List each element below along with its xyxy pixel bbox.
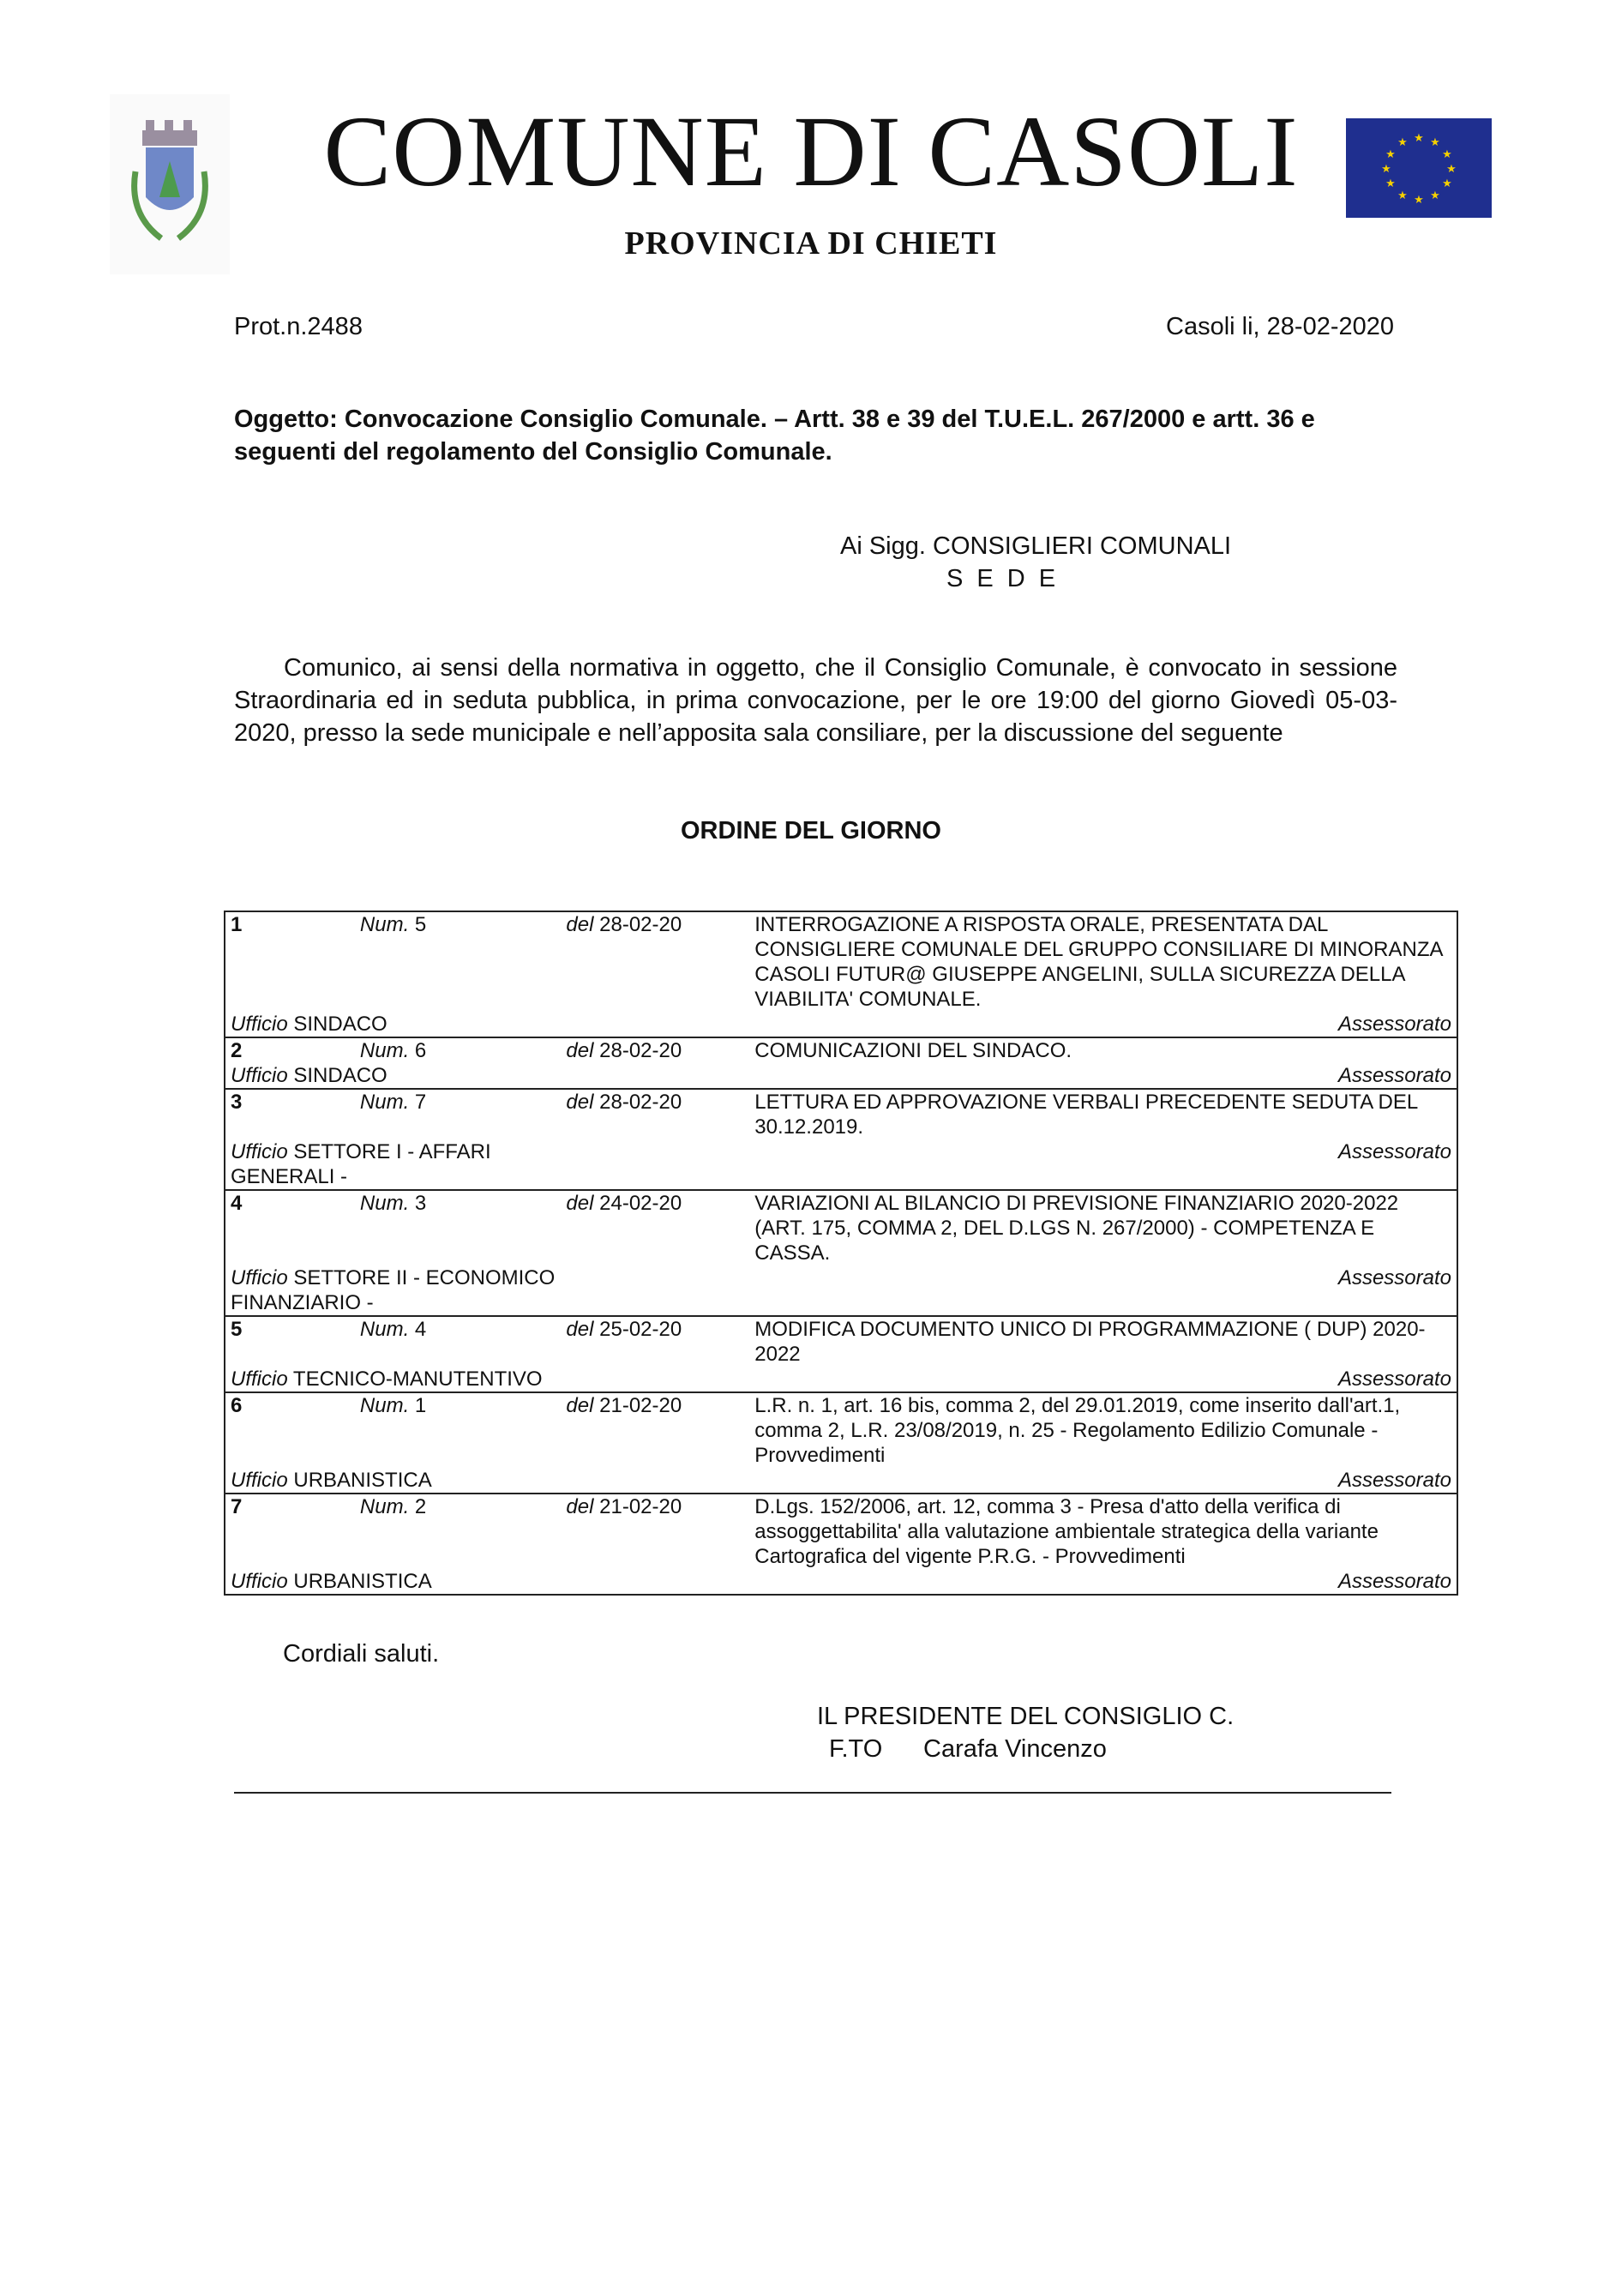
closing-greeting: Cordiali saluti. [283, 1640, 440, 1668]
agenda-office [225, 1265, 561, 1316]
agenda-office [225, 1063, 561, 1089]
del-label: del [566, 1192, 594, 1215]
agenda-subject: INTERROGAZIONE A RISPOSTA ORALE, PRESENTATA DAL CONSIGLIERE COMUNALE DEL GRUPPO CONSILIARE DI MINORANZA CASOLI FUTUR@ GIUSEPPE ANGELINI, SULLA SICUREZZA DELLA VIABILITA' COMUNALE. [754, 913, 1443, 1011]
del-label: del [566, 1039, 594, 1062]
body-paragraph: Comunico, ai sensi della normativa in oggetto, che il Consiglio Comunale, è convocato in sessione Straordinaria ed in seduta pubblica, in prima convocazione, per le ore 19:00 del giorno Giovedì 05-03-2020, presso la sede municipale e nell’apposita sala consiliare, per la discussione del seguente [234, 654, 1397, 747]
signer-name: Carafa Vincenzo [923, 1735, 1107, 1763]
agenda-office-row [225, 1063, 1457, 1089]
svg-text:★: ★ [1385, 148, 1396, 161]
agenda-subject: COMUNICAZIONI DEL SINDACO. [754, 1039, 1072, 1062]
svg-text:★: ★ [1430, 189, 1440, 202]
agenda-num [355, 1037, 562, 1063]
svg-text:★: ★ [1414, 194, 1424, 207]
agenda-row [225, 1392, 1457, 1468]
office-value: SETTORE I - AFFARI GENERALI - [231, 1140, 491, 1188]
agenda-item-number: 6 [231, 1394, 243, 1417]
agenda-del [561, 1316, 749, 1367]
num-value: 1 [414, 1394, 427, 1417]
agenda-subject: MODIFICA DOCUMENTO UNICO DI PROGRAMMAZIONE ( DUP) 2020-2022 [754, 1318, 1426, 1366]
office-value: URBANISTICA [293, 1469, 432, 1492]
num-value: 4 [414, 1318, 427, 1341]
agenda-office [225, 1367, 561, 1392]
agenda-subject: L.R. n. 1, art. 16 bis, comma 2, del 29.01.2019, come inserito dall'art.1, comma 2, L.R. 23/08/2019, n. 25 - Regolamento Edilizio Comunale - Provvedimenti [754, 1394, 1401, 1467]
svg-text:★: ★ [1442, 148, 1452, 161]
agenda-del [561, 1494, 749, 1569]
page-title: COMUNE DI CASOLI [323, 95, 1299, 207]
del-label: del [566, 913, 594, 936]
del-value: 28-02-20 [599, 1091, 682, 1114]
agenda-num [355, 1190, 562, 1265]
agenda-num [355, 1392, 562, 1468]
agenda-row [225, 1316, 1457, 1367]
num-label: Num. [359, 1091, 410, 1114]
agenda-item-number: 4 [231, 1192, 243, 1215]
num-label: Num. [359, 1039, 410, 1062]
del-label: del [566, 1091, 594, 1114]
num-label: Num. [359, 913, 410, 936]
agenda-office [225, 1569, 561, 1595]
eu-flag-icon [1346, 118, 1492, 218]
agenda-row [225, 1190, 1457, 1265]
agenda-assessorato: Assessorato [1337, 1469, 1451, 1492]
del-value: 21-02-20 [599, 1495, 682, 1518]
num-value: 7 [414, 1091, 427, 1114]
office-value: SETTORE II - ECONOMICO FINANZIARIO - [231, 1266, 556, 1314]
agenda-row [225, 1037, 1457, 1063]
agenda-office-row [225, 1468, 1457, 1494]
agenda-assessorato: Assessorato [1337, 1064, 1451, 1087]
svg-text:★: ★ [1397, 189, 1408, 202]
svg-text:★: ★ [1442, 177, 1452, 190]
num-label: Num. [359, 1318, 410, 1341]
agenda-num [355, 1316, 562, 1367]
recipient-line: Ai Sigg. CONSIGLIERI COMUNALI [840, 532, 1232, 560]
agenda-row [225, 1494, 1457, 1569]
svg-text:★: ★ [1414, 132, 1424, 145]
svg-text:★: ★ [1397, 136, 1408, 149]
signer-fto: F.TO [829, 1735, 883, 1763]
del-value: 28-02-20 [599, 913, 682, 936]
recipient-block [840, 530, 1231, 595]
agenda-del [561, 1089, 749, 1139]
agenda-subject: LETTURA ED APPROVAZIONE VERBALI PRECEDENTE SEDUTA DEL 30.12.2019. [754, 1091, 1418, 1139]
num-label: Num. [359, 1192, 410, 1215]
del-value: 21-02-20 [599, 1394, 682, 1417]
agenda-item-number: 7 [231, 1495, 243, 1518]
signature-block [817, 1700, 1234, 1765]
office-label: Ufficio [231, 1367, 288, 1391]
agenda-item-number: 1 [231, 913, 243, 936]
office-label: Ufficio [231, 1266, 288, 1289]
agenda-office-row [225, 1265, 1457, 1316]
agenda-assessorato: Assessorato [1337, 1266, 1451, 1289]
agenda-office-row [225, 1367, 1457, 1392]
agenda-del [561, 1037, 749, 1063]
del-label: del [566, 1394, 594, 1417]
num-value: 6 [414, 1039, 427, 1062]
num-label: Num. [359, 1394, 410, 1417]
agenda-office [225, 1139, 561, 1190]
office-value: URBANISTICA [293, 1570, 432, 1593]
agenda-del [561, 911, 749, 1012]
svg-text:★: ★ [1430, 136, 1440, 149]
protocol-number: Prot.n.2488 [234, 313, 363, 340]
document-date: Casoli li, 28-02-2020 [1166, 313, 1394, 340]
agenda-assessorato: Assessorato [1337, 1013, 1451, 1036]
recipient-sede: S E D E [946, 565, 1060, 592]
agenda-num [355, 911, 562, 1012]
del-value: 25-02-20 [599, 1318, 682, 1341]
agenda-row [225, 911, 1457, 1012]
agenda-item-number: 3 [231, 1091, 243, 1114]
agenda-del [561, 1190, 749, 1265]
agenda-office-row [225, 1012, 1457, 1037]
agenda-num [355, 1089, 562, 1139]
agenda-office [225, 1468, 561, 1494]
office-label: Ufficio [231, 1469, 288, 1492]
agenda-table [224, 911, 1458, 1596]
agenda-del [561, 1392, 749, 1468]
subject-line: Oggetto: Convocazione Consiglio Comunale. – Artt. 38 e 39 del T.U.E.L. 267/2000 e artt. 36 e seguenti del regolamento del Consiglio Comunale. [234, 406, 1315, 466]
num-value: 2 [414, 1495, 427, 1518]
svg-text:★: ★ [1385, 177, 1396, 190]
agenda-assessorato: Assessorato [1337, 1367, 1451, 1391]
office-value: SINDACO [293, 1064, 387, 1087]
signer-role: IL PRESIDENTE DEL CONSIGLIO C. [817, 1703, 1235, 1730]
agenda-assessorato: Assessorato [1337, 1140, 1451, 1163]
del-value: 28-02-20 [599, 1039, 682, 1062]
agenda-heading: ORDINE DEL GIORNO [681, 817, 941, 844]
del-label: del [566, 1318, 594, 1341]
agenda-subject: D.Lgs. 152/2006, art. 12, comma 3 - Presa d'atto della verifica di assoggettabilita' alla valutazione ambientale strategica della variante Cartografica del vigente P.R.G. - Provvedimenti [754, 1495, 1379, 1568]
agenda-item-number: 5 [231, 1318, 243, 1341]
del-value: 24-02-20 [599, 1192, 682, 1215]
agenda-office-row [225, 1569, 1457, 1595]
svg-text:★: ★ [1381, 163, 1391, 176]
agenda-assessorato: Assessorato [1337, 1570, 1451, 1593]
agenda-item-number: 2 [231, 1039, 243, 1062]
divider [234, 1792, 1391, 1794]
page-subtitle: PROVINCIA DI CHIETI [624, 225, 998, 261]
agenda-num [355, 1494, 562, 1569]
office-label: Ufficio [231, 1064, 288, 1087]
del-label: del [566, 1495, 594, 1518]
office-value: SINDACO [293, 1013, 387, 1036]
agenda-office-row [225, 1139, 1457, 1190]
office-label: Ufficio [231, 1013, 288, 1036]
agenda-subject: VARIAZIONI AL BILANCIO DI PREVISIONE FINANZIARIO 2020-2022 (ART. 175, COMMA 2, DEL D.LGS N. 267/2000) - COMPETENZA E CASSA. [754, 1192, 1399, 1265]
num-value: 3 [414, 1192, 427, 1215]
agenda-office [225, 1012, 561, 1037]
agenda-row [225, 1089, 1457, 1139]
office-value: TECNICO-MANUTENTIVO [292, 1367, 543, 1391]
num-value: 5 [414, 913, 427, 936]
office-label: Ufficio [231, 1570, 288, 1593]
signer-line [817, 1733, 1234, 1765]
num-label: Num. [359, 1495, 410, 1518]
office-label: Ufficio [231, 1140, 288, 1163]
svg-text:★: ★ [1446, 163, 1457, 176]
